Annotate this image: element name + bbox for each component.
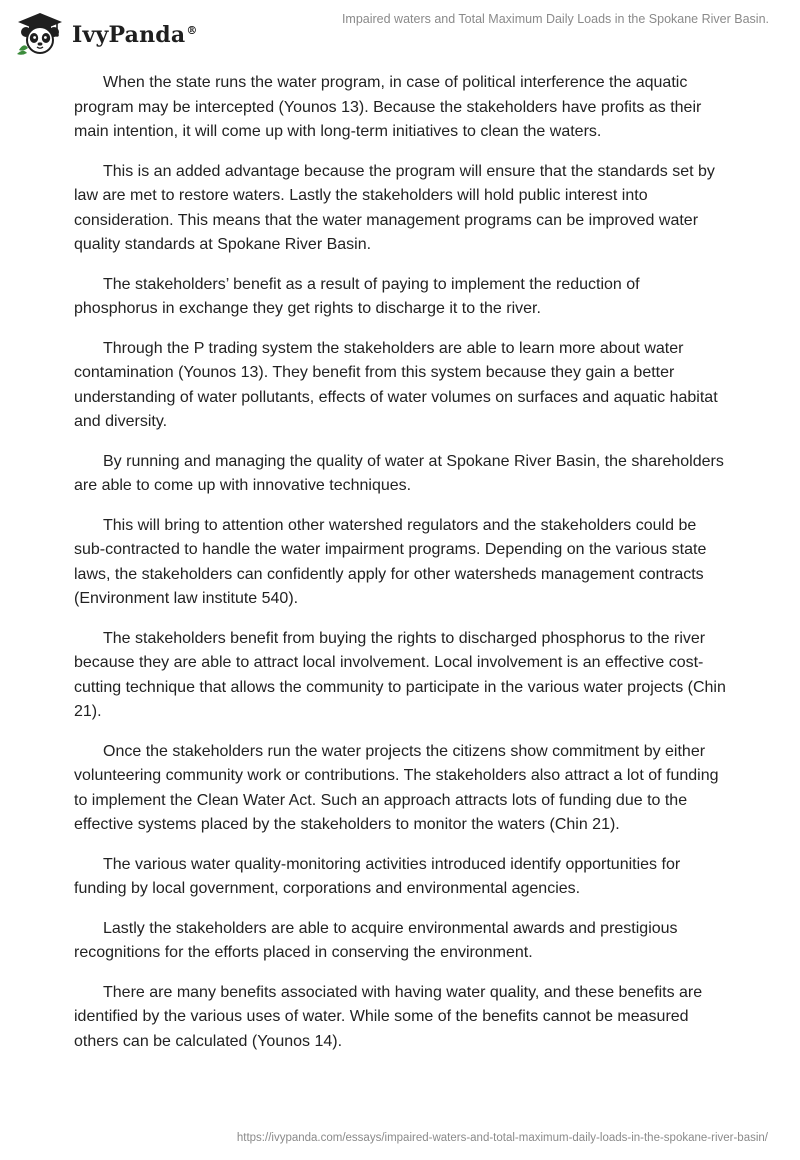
paragraph: Through the P trading system the stakeholders are able to learn more about water contamination (Younos 13). They benefit from this system because they gain a better understanding of water pollutants, effects of water volumes on surfaces and aquatic habitat and diversity. <box>74 339 718 430</box>
paragraph: The stakeholders’ benefit as a result of paying to implement the reduction of phosphorus in exchange they get rights to discharge it to the river. <box>74 275 640 317</box>
panda-graduate-icon <box>14 10 66 56</box>
ivypanda-logo[interactable] <box>14 10 198 56</box>
paragraph: Once the stakeholders run the water projects the citizens show commitment by either volunteering community work or contributions. The stakeholders also attract a lot of funding to implement the Clean Water Act. Such an approach attracts lots of funding due to the effective systems placed by the stakeholders to monitor the waters (Chin 21). <box>74 742 719 833</box>
paragraph: There are many benefits associated with having water quality, and these benefits are identified by the various uses of water. While some of the benefits cannot be measured others can be calculated (Younos 14). <box>74 983 703 1050</box>
registered-mark: ® <box>186 23 198 37</box>
paragraph: This is an added advantage because the program will ensure that the standards set by law are met to restore waters. Lastly the stakeholders will hold public interest into consideration. This means that the water management programs can be improved water quality standards at Spokane River Basin. <box>74 162 715 253</box>
page-header <box>0 0 800 60</box>
paragraph: Lastly the stakeholders are able to acquire environmental awards and prestigious recognitions for the efforts placed in conserving the environment. <box>74 919 678 961</box>
brand-name-text: IvyPanda <box>72 22 186 48</box>
brand-name <box>72 22 198 48</box>
document-title: Impaired waters and Total Maximum Daily Loads in the Spokane River Basin. <box>341 12 769 26</box>
essay-body <box>74 71 726 1069</box>
paragraph: This will bring to attention other watershed regulators and the stakeholders could be sub-contracted to handle the water impairment programs. Depending on the various state laws, the stakeholders can confidently apply for other watersheds management contracts (Environment law institute 540). <box>74 516 707 607</box>
paragraph: When the state runs the water program, in case of political interference the aquatic program may be intercepted (Younos 13). Because the stakeholders have profits as their main intention, it will come up with long-term initiatives to clean the waters. <box>74 74 702 140</box>
paragraph: By running and managing the quality of water at Spokane River Basin, the shareholders are able to come up with innovative techniques. <box>74 452 724 494</box>
paragraph: The various water quality-monitoring activities introduced identify opportunities for funding by local government, corporations and environmental agencies. <box>74 855 681 897</box>
source-url-link[interactable]: https://ivypanda.com/essays/impaired-waters-and-total-maximum-daily-loads-in-the-spokane-river-basin/ <box>236 1132 768 1144</box>
paragraph: The stakeholders benefit from buying the rights to discharged phosphorus to the river because they are able to attract local involvement. Local involvement is an effective cost-cutting technique that allows the community to participate in the various water projects (Chin 21). <box>74 629 726 720</box>
